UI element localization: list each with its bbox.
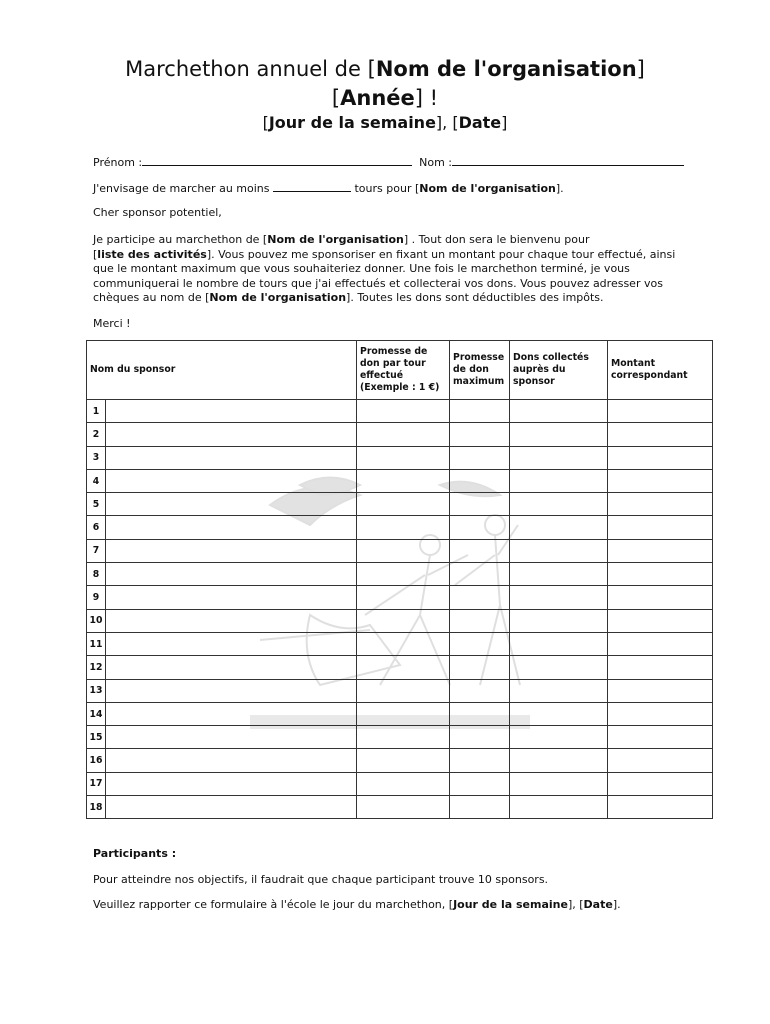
- title-weekday-placeholder: Jour de la semaine: [268, 113, 436, 132]
- pledge-per-lap-cell[interactable]: [357, 516, 450, 539]
- title-suffix: ]: [636, 57, 645, 81]
- collected-cell[interactable]: [510, 446, 608, 469]
- pledge-per-lap-cell[interactable]: [357, 400, 450, 423]
- nom-label: Nom :: [419, 156, 452, 169]
- pledge-max-cell[interactable]: [450, 469, 510, 492]
- amount-cell[interactable]: [608, 469, 713, 492]
- collected-cell[interactable]: [510, 563, 608, 586]
- intent-org-placeholder: Nom de l'organisation: [419, 182, 556, 195]
- pledge-max-cell[interactable]: [450, 772, 510, 795]
- prenom-field[interactable]: [142, 155, 412, 166]
- collected-cell[interactable]: [510, 469, 608, 492]
- title-date-placeholder: Date: [458, 113, 502, 132]
- date-mid: ], [: [435, 113, 459, 132]
- row-number: 17: [87, 772, 106, 795]
- table-row: [87, 446, 713, 469]
- pledge-per-lap-cell[interactable]: [357, 749, 450, 772]
- pledge-max-cell[interactable]: [450, 726, 510, 749]
- prenom-label: Prénom :: [93, 156, 143, 169]
- pledge-per-lap-cell[interactable]: [357, 609, 450, 632]
- letter-line-5: [93, 291, 693, 306]
- collected-cell[interactable]: [510, 796, 608, 819]
- amount-cell[interactable]: [608, 609, 713, 632]
- table-row: [87, 632, 713, 655]
- table-row: [87, 679, 713, 702]
- title-date-line: [0, 112, 770, 134]
- pledge-per-lap-cell[interactable]: [357, 469, 450, 492]
- table-row: [87, 772, 713, 795]
- table-row: [87, 493, 713, 516]
- letter-paragraph: [93, 233, 693, 306]
- table-row: [87, 609, 713, 632]
- amount-cell[interactable]: [608, 796, 713, 819]
- row-number: 15: [87, 726, 106, 749]
- pledge-per-lap-cell[interactable]: [357, 539, 450, 562]
- pledge-max-cell[interactable]: [450, 749, 510, 772]
- amount-cell[interactable]: [608, 702, 713, 725]
- title-year-line: [0, 84, 770, 112]
- table-row: [87, 656, 713, 679]
- sponsor-name-cell[interactable]: [106, 679, 357, 702]
- intent-prefix: J'envisage de marcher au moins: [93, 182, 273, 195]
- year-open: [: [331, 86, 341, 110]
- row-number: 5: [87, 493, 106, 516]
- table-row: [87, 726, 713, 749]
- collected-cell[interactable]: [510, 679, 608, 702]
- text: chèques au nom de [: [93, 291, 210, 305]
- pledge-max-cell[interactable]: [450, 493, 510, 516]
- sponsor-name-cell[interactable]: [106, 563, 357, 586]
- collected-cell[interactable]: [510, 609, 608, 632]
- footer-weekday-placeholder: Jour de la semaine: [453, 898, 568, 911]
- sponsor-name-cell[interactable]: [106, 446, 357, 469]
- intent-suffix: ].: [555, 182, 564, 195]
- amount-cell[interactable]: [608, 516, 713, 539]
- table-row: [87, 516, 713, 539]
- collected-cell[interactable]: [510, 493, 608, 516]
- intent-mid: tours pour [: [351, 182, 420, 195]
- collected-cell[interactable]: [510, 749, 608, 772]
- pledge-per-lap-cell[interactable]: [357, 446, 450, 469]
- row-number: 2: [87, 423, 106, 446]
- pledge-per-lap-cell[interactable]: [357, 632, 450, 655]
- text: ].: [612, 898, 621, 911]
- date-close: ]: [501, 113, 508, 132]
- footer-date-placeholder: Date: [583, 898, 613, 911]
- table-row: [87, 702, 713, 725]
- amount-cell[interactable]: [608, 446, 713, 469]
- letter-line-1: [93, 233, 693, 248]
- activities-placeholder: liste des activités: [97, 247, 207, 261]
- pledge-max-cell[interactable]: [450, 446, 510, 469]
- row-number: 3: [87, 446, 106, 469]
- pledge-max-cell[interactable]: [450, 796, 510, 819]
- row-number: 18: [87, 796, 106, 819]
- col-sponsor-name: Nom du sponsor: [87, 341, 357, 400]
- sponsor-name-cell[interactable]: [106, 586, 357, 609]
- col-pledge-max: Promesse de don maximum: [450, 341, 510, 400]
- row-number: 1: [87, 400, 106, 423]
- collected-cell[interactable]: [510, 702, 608, 725]
- letter-line-2: [93, 248, 693, 263]
- pledge-max-cell[interactable]: [450, 586, 510, 609]
- table-row: [87, 423, 713, 446]
- collected-cell[interactable]: [510, 400, 608, 423]
- sponsor-name-cell[interactable]: [106, 772, 357, 795]
- sponsor-name-cell[interactable]: [106, 656, 357, 679]
- sponsor-table: [86, 340, 713, 819]
- amount-cell[interactable]: [608, 679, 713, 702]
- year-close: ] !: [414, 86, 439, 110]
- row-number: 9: [87, 586, 106, 609]
- intent-line: [93, 181, 693, 197]
- letter-line-3: que le montant maximum que vous souhaiteriez donner. Une fois le marchethon terminé, je vous: [93, 262, 630, 276]
- nom-field[interactable]: [452, 155, 684, 166]
- pledge-per-lap-cell[interactable]: [357, 586, 450, 609]
- sponsor-name-cell[interactable]: [106, 516, 357, 539]
- text: ], [: [567, 898, 584, 911]
- amount-cell[interactable]: [608, 493, 713, 516]
- table-row: [87, 563, 713, 586]
- title-org-placeholder: Nom de l'organisation: [375, 57, 637, 81]
- greeting: Cher sponsor potentiel,: [93, 206, 222, 219]
- table-row: [87, 586, 713, 609]
- laps-field[interactable]: [273, 181, 351, 192]
- pledge-max-cell[interactable]: [450, 400, 510, 423]
- name-line: [93, 155, 693, 171]
- page-title: [0, 55, 770, 83]
- table-row: [87, 796, 713, 819]
- table-row: [87, 749, 713, 772]
- pledge-per-lap-cell[interactable]: [357, 702, 450, 725]
- sponsor-name-cell[interactable]: [106, 796, 357, 819]
- date-open: [: [262, 113, 269, 132]
- pledge-per-lap-cell[interactable]: [357, 656, 450, 679]
- pledge-per-lap-cell[interactable]: [357, 493, 450, 516]
- table-row: [87, 539, 713, 562]
- amount-cell[interactable]: [608, 656, 713, 679]
- pledge-per-lap-cell[interactable]: [357, 726, 450, 749]
- text: Je participe au marchethon de [: [93, 233, 268, 246]
- row-number: 8: [87, 563, 106, 586]
- collected-cell[interactable]: [510, 656, 608, 679]
- text: [: [93, 247, 98, 261]
- participants-heading: Participants :: [93, 847, 177, 860]
- sponsor-name-cell[interactable]: [106, 539, 357, 562]
- pledge-per-lap-cell[interactable]: [357, 772, 450, 795]
- row-number: 13: [87, 679, 106, 702]
- amount-cell[interactable]: [608, 423, 713, 446]
- col-collected: Dons collectés auprès du sponsor: [510, 341, 608, 400]
- pledge-max-cell[interactable]: [450, 702, 510, 725]
- pledge-per-lap-cell[interactable]: [357, 423, 450, 446]
- letter-org-placeholder: Nom de l'organisation: [267, 233, 404, 246]
- pledge-max-cell[interactable]: [450, 609, 510, 632]
- amount-cell[interactable]: [608, 726, 713, 749]
- row-number: 12: [87, 656, 106, 679]
- collected-cell[interactable]: [510, 539, 608, 562]
- col-pledge-per-lap: Promesse de don par tour effectué (Exemple : 1 €): [357, 341, 450, 400]
- letter-line-4: communiquerai le nombre de tours que j'ai effectués et collecterai vos dons. Vous pouvez adresser vos: [93, 276, 663, 290]
- row-number: 16: [87, 749, 106, 772]
- amount-cell[interactable]: [608, 772, 713, 795]
- collected-cell[interactable]: [510, 772, 608, 795]
- collected-cell[interactable]: [510, 726, 608, 749]
- text: ]. Toutes les dons sont déductibles des impôts.: [346, 291, 604, 305]
- pledge-per-lap-cell[interactable]: [357, 563, 450, 586]
- pledge-max-cell[interactable]: [450, 632, 510, 655]
- row-number: 10: [87, 609, 106, 632]
- pledge-per-lap-cell[interactable]: [357, 796, 450, 819]
- pledge-max-cell[interactable]: [450, 679, 510, 702]
- sponsor-name-cell[interactable]: [106, 493, 357, 516]
- amount-cell[interactable]: [608, 400, 713, 423]
- participants-goal: Pour atteindre nos objectifs, il faudrait que chaque participant trouve 10 sponsors.: [93, 873, 549, 886]
- row-number: 14: [87, 702, 106, 725]
- letter-org-placeholder-2: Nom de l'organisation: [209, 291, 347, 305]
- pledge-max-cell[interactable]: [450, 563, 510, 586]
- pledge-max-cell[interactable]: [450, 539, 510, 562]
- amount-cell[interactable]: [608, 539, 713, 562]
- table-row: [87, 469, 713, 492]
- table-body: [87, 400, 713, 819]
- title-prefix: Marchethon annuel de [: [125, 57, 376, 81]
- sponsor-name-cell[interactable]: [106, 632, 357, 655]
- pledge-max-cell[interactable]: [450, 516, 510, 539]
- table-header-row: [87, 341, 713, 400]
- thanks: Merci !: [93, 317, 131, 330]
- row-number: 4: [87, 469, 106, 492]
- row-number: 7: [87, 539, 106, 562]
- col-amount: Montant correspondant: [608, 341, 713, 400]
- pledge-max-cell[interactable]: [450, 423, 510, 446]
- amount-cell[interactable]: [608, 586, 713, 609]
- pledge-max-cell[interactable]: [450, 656, 510, 679]
- return-instructions: [93, 898, 693, 913]
- text: Veuillez rapporter ce formulaire à l'école le jour du marchethon, [: [93, 898, 454, 911]
- sponsor-name-cell[interactable]: [106, 702, 357, 725]
- table-row: [87, 400, 713, 423]
- collected-cell[interactable]: [510, 586, 608, 609]
- sponsor-name-cell[interactable]: [106, 726, 357, 749]
- title-year-placeholder: Année: [340, 86, 415, 110]
- sponsor-name-cell[interactable]: [106, 400, 357, 423]
- row-number: 6: [87, 516, 106, 539]
- amount-cell[interactable]: [608, 749, 713, 772]
- collected-cell[interactable]: [510, 516, 608, 539]
- sponsor-name-cell[interactable]: [106, 423, 357, 446]
- collected-cell[interactable]: [510, 632, 608, 655]
- sponsor-name-cell[interactable]: [106, 749, 357, 772]
- collected-cell[interactable]: [510, 423, 608, 446]
- amount-cell[interactable]: [608, 632, 713, 655]
- sponsor-name-cell[interactable]: [106, 609, 357, 632]
- amount-cell[interactable]: [608, 563, 713, 586]
- row-number: 11: [87, 632, 106, 655]
- sponsor-name-cell[interactable]: [106, 469, 357, 492]
- text: ]. Vous pouvez me sponsoriser en fixant un montant pour chaque tour effectué, ainsi: [206, 247, 676, 261]
- pledge-per-lap-cell[interactable]: [357, 679, 450, 702]
- text: ] . Tout don sera le bienvenu pour: [403, 233, 590, 246]
